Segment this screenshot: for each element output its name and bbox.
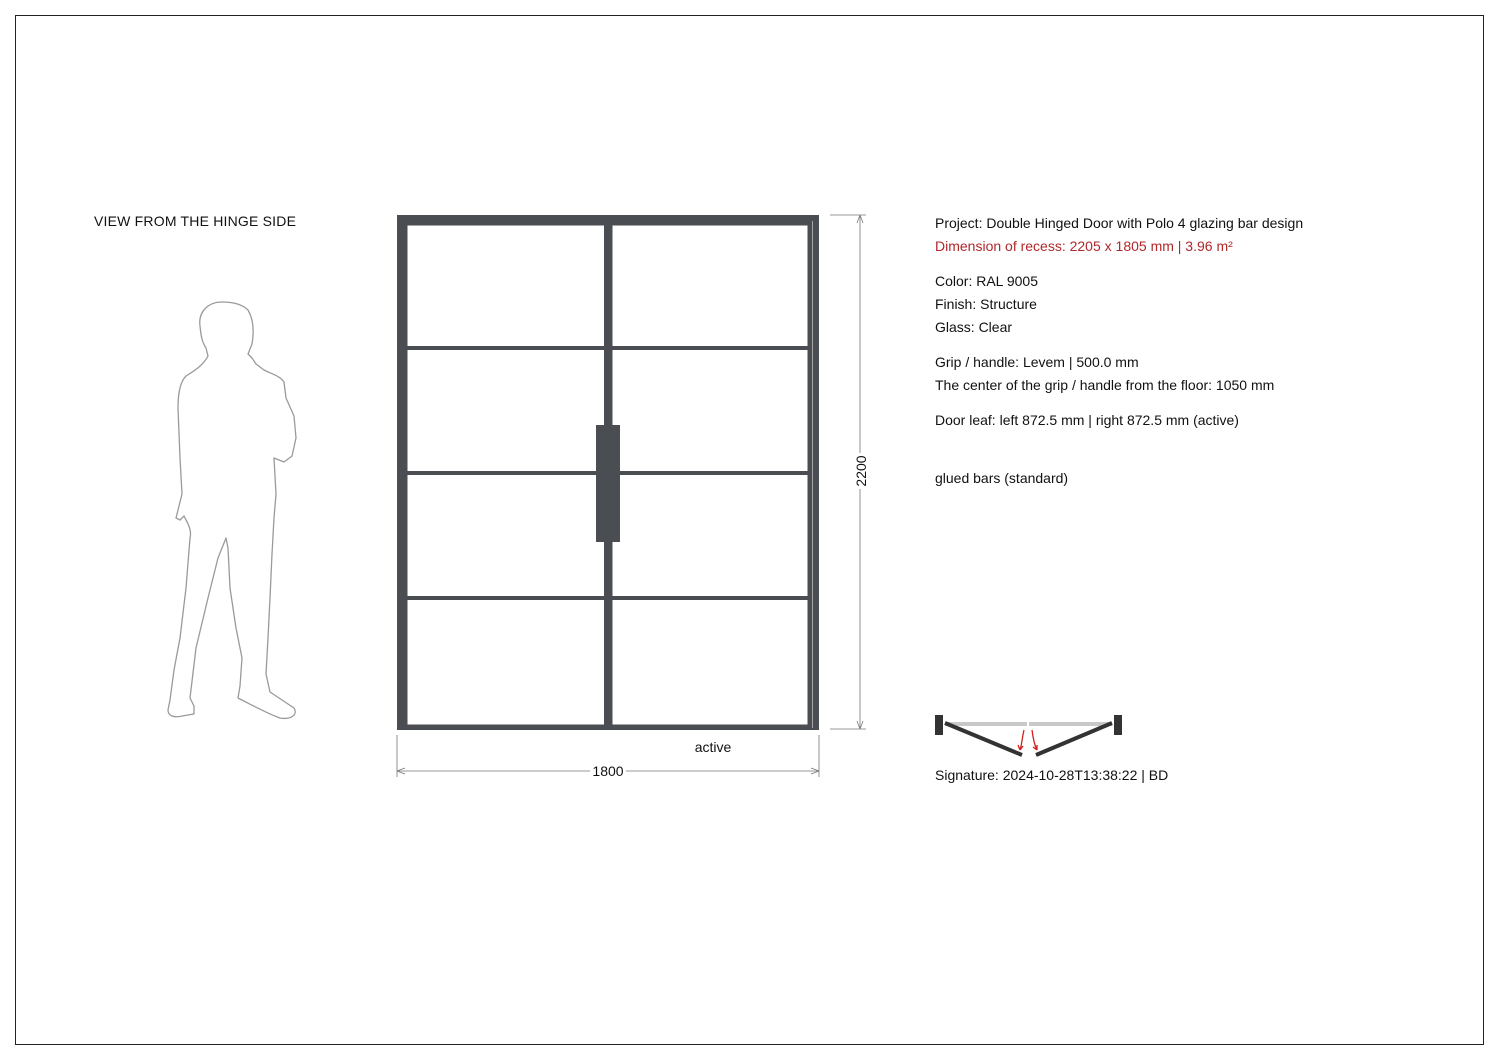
glazing-bar-1 bbox=[405, 346, 810, 350]
glazing-bar-2 bbox=[405, 471, 810, 475]
grip-line: Grip / handle: Levem | 500.0 mm bbox=[935, 354, 1139, 370]
swing-leaf-right bbox=[1036, 723, 1112, 755]
swing-arrow-left bbox=[1018, 730, 1024, 750]
door-elevation bbox=[390, 205, 880, 795]
active-leaf-label: active bbox=[694, 739, 732, 755]
project-line: Project: Double Hinged Door with Polo 4 glazing bar design bbox=[935, 215, 1304, 231]
swing-jamb-left bbox=[935, 715, 943, 735]
frame-jamb-right bbox=[813, 265, 817, 685]
bars-line: glued bars (standard) bbox=[935, 470, 1069, 486]
finish-line: Finish: Structure bbox=[935, 296, 1037, 312]
glazing-bar-3 bbox=[405, 596, 810, 600]
swing-jamb-right bbox=[1114, 715, 1122, 735]
swing-leaf-left bbox=[945, 723, 1022, 755]
door-swing-diagram bbox=[930, 710, 1130, 762]
handle-right bbox=[612, 425, 620, 542]
color-line: Color: RAL 9005 bbox=[935, 273, 1038, 289]
frame-jamb-left bbox=[399, 265, 403, 685]
handle-left bbox=[596, 425, 604, 542]
specification-block bbox=[935, 212, 1303, 490]
view-title: VIEW FROM THE HINGE SIDE bbox=[94, 213, 297, 229]
width-label: 1800 bbox=[592, 763, 624, 779]
recess-dimension-line: Dimension of recess: 2205 x 1805 mm | 3.96 m² bbox=[935, 238, 1233, 254]
door-leaf-line: Door leaf: left 872.5 mm | right 872.5 mm (active) bbox=[935, 412, 1239, 428]
signature-line: Signature: 2024-10-28T13:38:22 | BD bbox=[935, 767, 1169, 783]
swing-arrow-right bbox=[1032, 730, 1037, 750]
grip-center-line: The center of the grip / handle from the floor: 1050 mm bbox=[935, 377, 1275, 393]
person-silhouette bbox=[160, 298, 310, 723]
height-label: 2200 bbox=[853, 455, 869, 487]
glass-line: Glass: Clear bbox=[935, 319, 1013, 335]
